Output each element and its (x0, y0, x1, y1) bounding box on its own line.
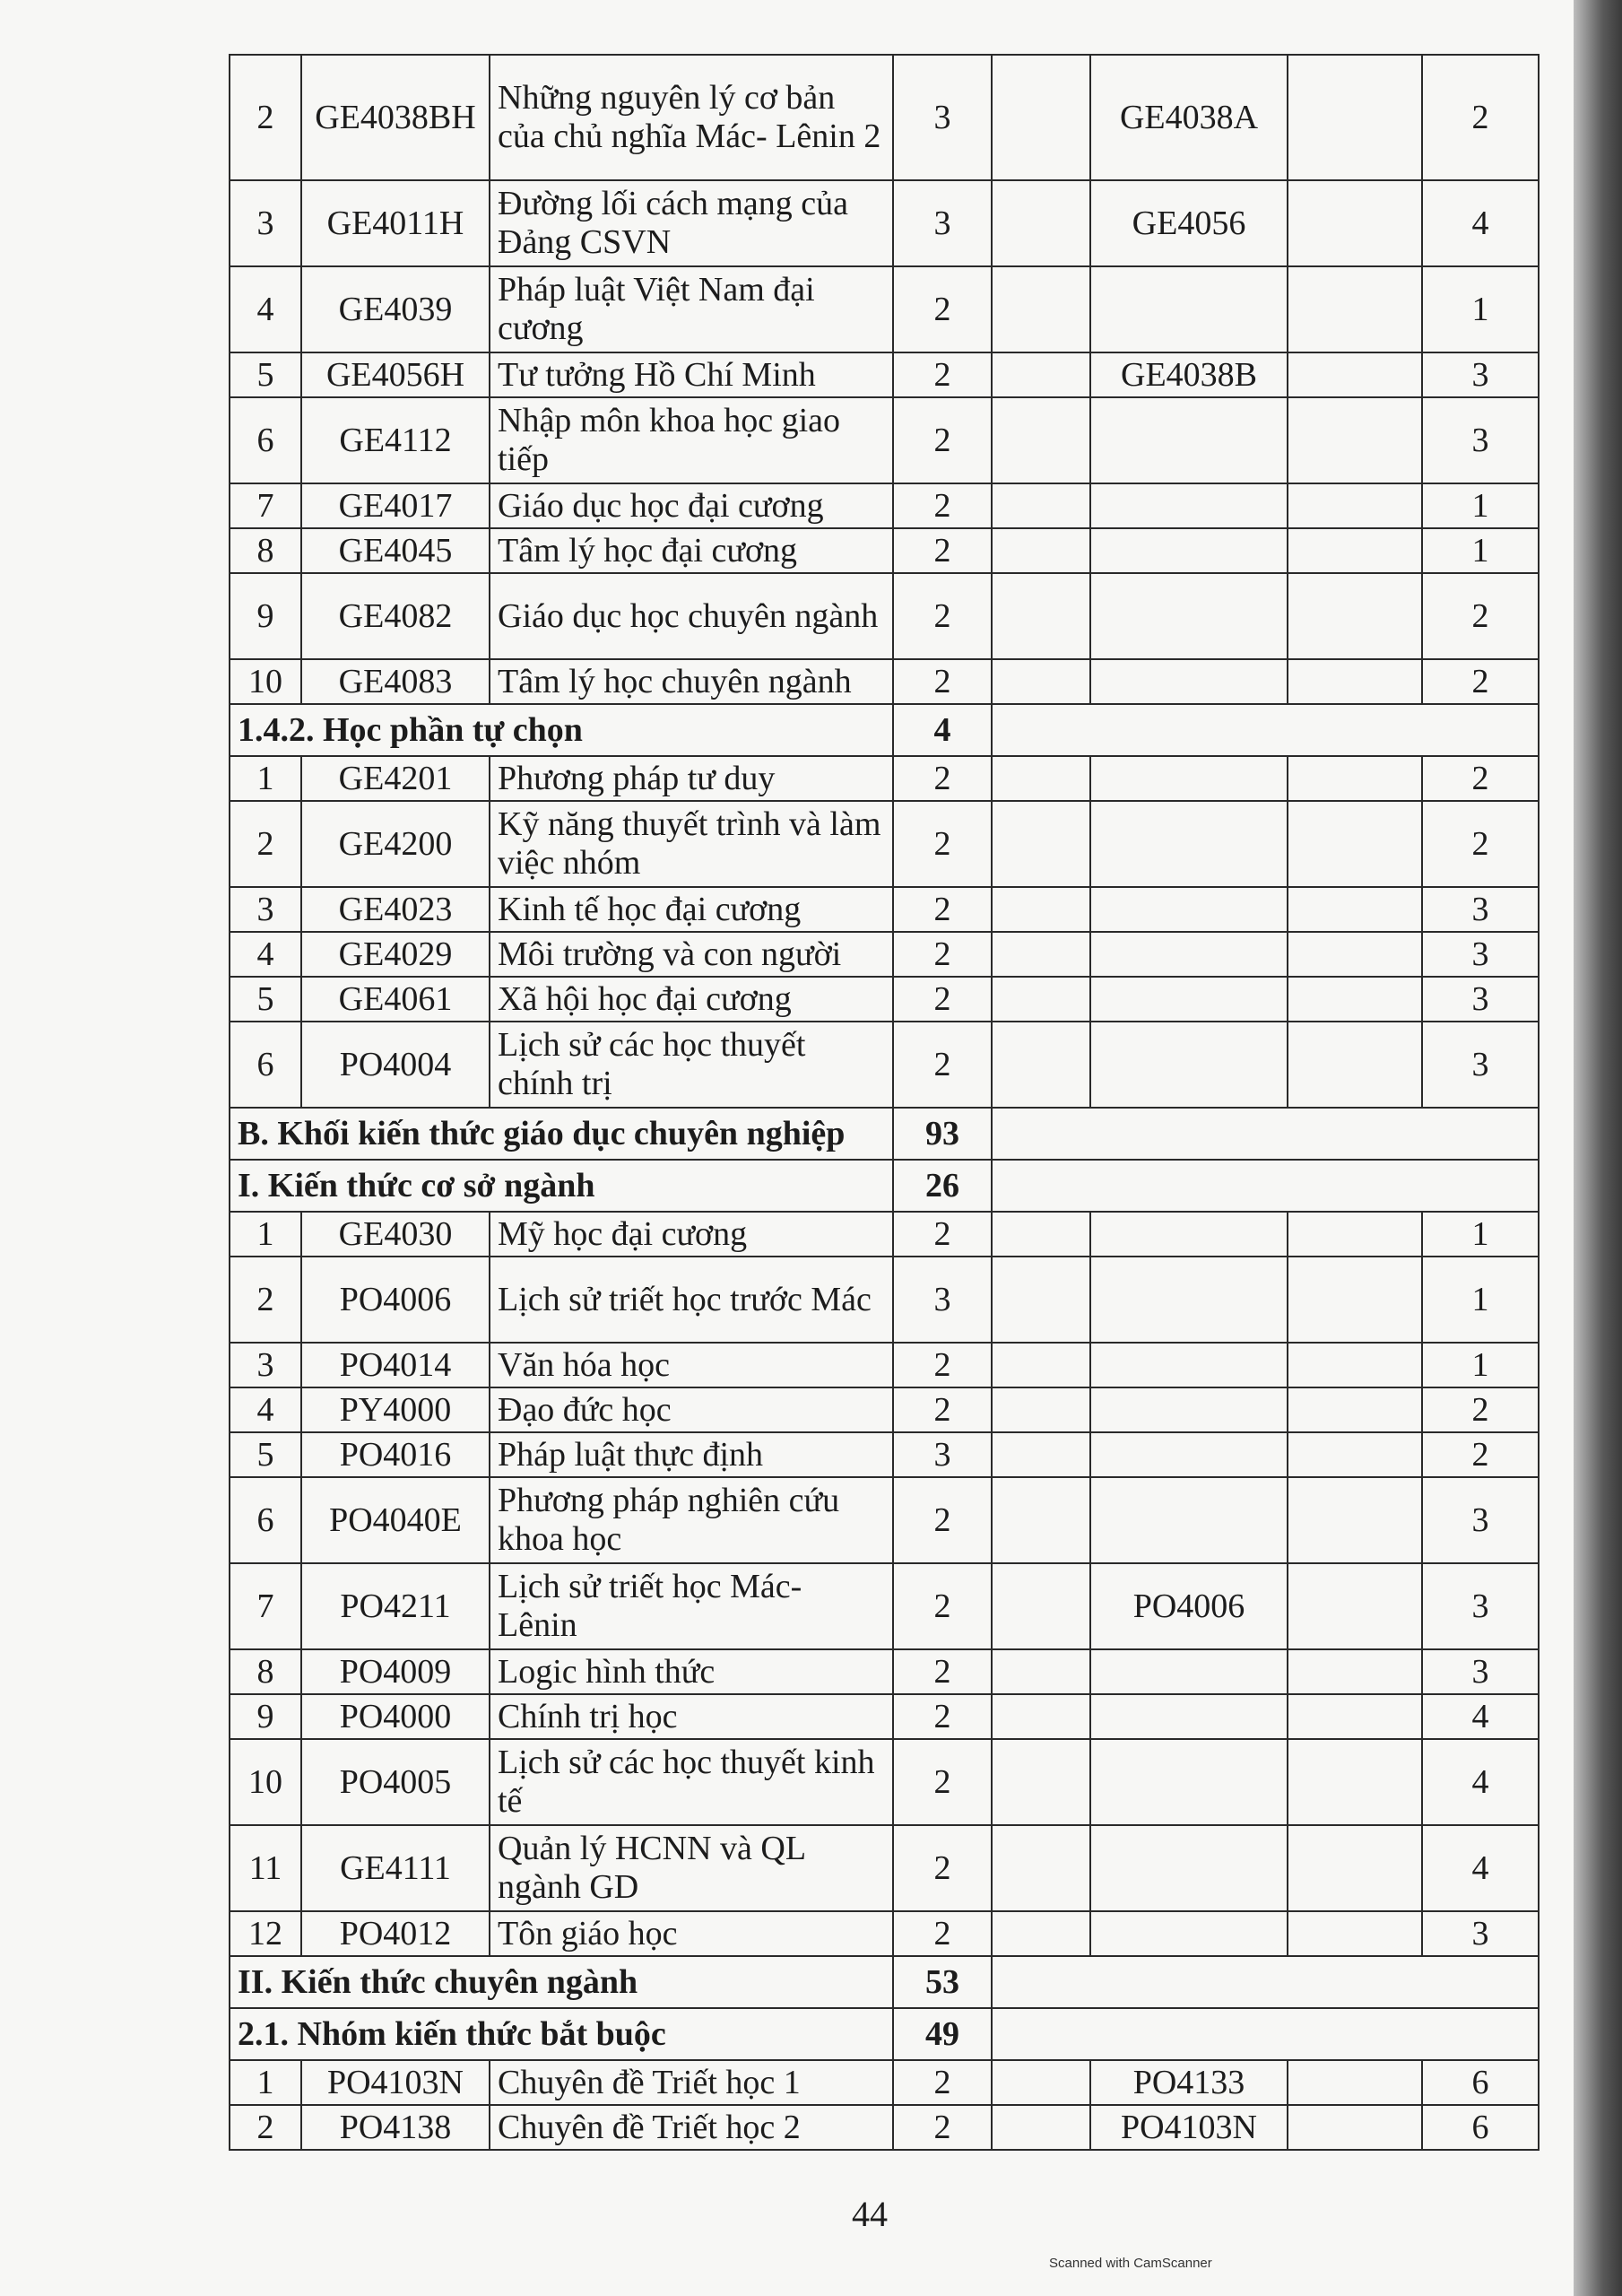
semester: 1 (1422, 1343, 1539, 1387)
course-number: 1 (230, 756, 301, 801)
course-code: GE4201 (301, 756, 490, 801)
page-number: 44 (852, 2194, 888, 2234)
course-credits: 2 (893, 1387, 992, 1432)
course-credits: 2 (893, 483, 992, 528)
table-row (230, 1387, 1539, 1432)
semester: 1 (1422, 266, 1539, 352)
empty-cell (992, 1343, 1090, 1387)
course-number: 2 (230, 801, 301, 887)
empty-cell (992, 2060, 1090, 2105)
course-name: Logic hình thức (490, 1649, 893, 1694)
section-title: 1.4.2. Học phần tự chọn (230, 704, 893, 756)
table-row (230, 1212, 1539, 1257)
table-row (230, 756, 1539, 801)
course-number: 1 (230, 1212, 301, 1257)
course-credits: 2 (893, 887, 992, 932)
prerequisite-code: PO4103N (1090, 2105, 1288, 2150)
course-credits: 3 (893, 55, 992, 180)
course-number: 4 (230, 266, 301, 352)
empty-cell (992, 1257, 1090, 1343)
course-number: 3 (230, 887, 301, 932)
table-row (230, 1911, 1539, 1956)
course-name: Tâm lý học đại cương (490, 528, 893, 573)
empty-cell (992, 2105, 1090, 2150)
course-code: PO4012 (301, 1911, 490, 1956)
course-number: 6 (230, 397, 301, 483)
course-number: 5 (230, 352, 301, 397)
section-empty-cell (992, 1160, 1539, 1212)
semester: 2 (1422, 1432, 1539, 1477)
course-number: 9 (230, 573, 301, 659)
table-row (230, 55, 1539, 180)
course-credits: 2 (893, 1343, 992, 1387)
prerequisite-code (1090, 1212, 1288, 1257)
semester: 2 (1422, 55, 1539, 180)
course-code: GE4083 (301, 659, 490, 704)
course-name: Phương pháp nghiên cứu khoa học (490, 1477, 893, 1563)
semester: 2 (1422, 659, 1539, 704)
empty-cell (992, 977, 1090, 1022)
empty-cell (992, 801, 1090, 887)
course-name: Mỹ học đại cương (490, 1212, 893, 1257)
course-code: PO4016 (301, 1432, 490, 1477)
course-name: Giáo dục học đại cương (490, 483, 893, 528)
empty-cell (1288, 1694, 1422, 1739)
course-name: Lịch sử triết học trước Mác (490, 1257, 893, 1343)
course-credits: 2 (893, 1563, 992, 1649)
course-number: 4 (230, 1387, 301, 1432)
semester: 1 (1422, 1257, 1539, 1343)
empty-cell (992, 352, 1090, 397)
course-credits: 2 (893, 1022, 992, 1108)
prerequisite-code (1090, 1694, 1288, 1739)
prerequisite-code (1090, 887, 1288, 932)
course-credits: 2 (893, 1212, 992, 1257)
course-number: 8 (230, 528, 301, 573)
course-code: GE4045 (301, 528, 490, 573)
empty-cell (1288, 352, 1422, 397)
empty-cell (992, 55, 1090, 180)
semester: 3 (1422, 1022, 1539, 1108)
curriculum-table (229, 54, 1540, 2151)
course-name: Đạo đức học (490, 1387, 893, 1432)
empty-cell (1288, 1343, 1422, 1387)
prerequisite-code (1090, 483, 1288, 528)
semester: 4 (1422, 1739, 1539, 1825)
scanner-watermark: Scanned with CamScanner (1049, 2256, 1212, 2271)
prerequisite-code (1090, 573, 1288, 659)
course-credits: 2 (893, 1739, 992, 1825)
course-credits: 2 (893, 2105, 992, 2150)
empty-cell (1288, 1563, 1422, 1649)
course-code: PO4009 (301, 1649, 490, 1694)
course-name: Văn hóa học (490, 1343, 893, 1387)
course-code: PO4000 (301, 1694, 490, 1739)
semester: 3 (1422, 1477, 1539, 1563)
course-credits: 2 (893, 528, 992, 573)
empty-cell (992, 1911, 1090, 1956)
course-credits: 3 (893, 1432, 992, 1477)
course-credits: 3 (893, 1257, 992, 1343)
course-credits: 2 (893, 352, 992, 397)
table-row (230, 1563, 1539, 1649)
course-name: Những nguyên lý cơ bản của chủ nghĩa Mác- Lênin 2 (490, 55, 893, 180)
empty-cell (1288, 659, 1422, 704)
prerequisite-code (1090, 977, 1288, 1022)
course-credits: 2 (893, 801, 992, 887)
table-row (230, 528, 1539, 573)
section-title: I. Kiến thức cơ sở ngành (230, 1160, 893, 1212)
section-title: 2.1. Nhóm kiến thức bắt buộc (230, 2008, 893, 2060)
empty-cell (1288, 1387, 1422, 1432)
empty-cell (992, 266, 1090, 352)
table-row (230, 1694, 1539, 1739)
semester: 3 (1422, 1649, 1539, 1694)
semester: 3 (1422, 352, 1539, 397)
empty-cell (1288, 932, 1422, 977)
empty-cell (992, 659, 1090, 704)
course-code: PY4000 (301, 1387, 490, 1432)
table-row (230, 2105, 1539, 2150)
course-code: GE4111 (301, 1825, 490, 1911)
course-name: Chính trị học (490, 1694, 893, 1739)
prerequisite-code (1090, 756, 1288, 801)
prerequisite-code (1090, 1257, 1288, 1343)
prerequisite-code (1090, 932, 1288, 977)
empty-cell (1288, 1432, 1422, 1477)
empty-cell (992, 1212, 1090, 1257)
course-code: GE4061 (301, 977, 490, 1022)
course-number: 5 (230, 1432, 301, 1477)
empty-cell (992, 1649, 1090, 1694)
course-name: Tư tưởng Hồ Chí Minh (490, 352, 893, 397)
prerequisite-code (1090, 1387, 1288, 1432)
course-code: GE4082 (301, 573, 490, 659)
empty-cell (1288, 55, 1422, 180)
empty-cell (1288, 801, 1422, 887)
section-empty-cell (992, 1108, 1539, 1160)
course-number: 5 (230, 977, 301, 1022)
course-name: Chuyên đề Triết học 2 (490, 2105, 893, 2150)
semester: 3 (1422, 977, 1539, 1022)
course-code: GE4038BH (301, 55, 490, 180)
course-credits: 2 (893, 1911, 992, 1956)
course-name: Nhập môn khoa học giao tiếp (490, 397, 893, 483)
section-title: B. Khối kiến thức giáo dục chuyên nghiệp (230, 1108, 893, 1160)
prerequisite-code: GE4056 (1090, 180, 1288, 266)
section-empty-cell (992, 704, 1539, 756)
prerequisite-code (1090, 1911, 1288, 1956)
empty-cell (992, 887, 1090, 932)
course-code: GE4039 (301, 266, 490, 352)
course-code: PO4103N (301, 2060, 490, 2105)
course-number: 6 (230, 1022, 301, 1108)
course-number: 7 (230, 483, 301, 528)
semester: 3 (1422, 397, 1539, 483)
empty-cell (1288, 180, 1422, 266)
course-number: 11 (230, 1825, 301, 1911)
empty-cell (1288, 1825, 1422, 1911)
semester: 1 (1422, 1212, 1539, 1257)
section-header-row (230, 704, 1539, 756)
course-code: PO4005 (301, 1739, 490, 1825)
course-code: PO4138 (301, 2105, 490, 2150)
course-name: Kinh tế học đại cương (490, 887, 893, 932)
course-name: Môi trường và con người (490, 932, 893, 977)
course-number: 8 (230, 1649, 301, 1694)
semester: 3 (1422, 1563, 1539, 1649)
empty-cell (992, 528, 1090, 573)
course-code: PO4211 (301, 1563, 490, 1649)
course-credits: 2 (893, 1477, 992, 1563)
course-credits: 2 (893, 266, 992, 352)
empty-cell (992, 483, 1090, 528)
empty-cell (992, 397, 1090, 483)
table-row (230, 887, 1539, 932)
course-number: 10 (230, 1739, 301, 1825)
section-credits: 49 (893, 2008, 992, 2060)
table-row (230, 573, 1539, 659)
course-number: 3 (230, 1343, 301, 1387)
empty-cell (992, 1477, 1090, 1563)
section-credits: 93 (893, 1108, 992, 1160)
section-title: II. Kiến thức chuyên ngành (230, 1956, 893, 2008)
empty-cell (1288, 266, 1422, 352)
empty-cell (1288, 2060, 1422, 2105)
course-credits: 2 (893, 1694, 992, 1739)
course-code: GE4017 (301, 483, 490, 528)
course-credits: 2 (893, 932, 992, 977)
course-name: Tâm lý học chuyên ngành (490, 659, 893, 704)
course-credits: 2 (893, 659, 992, 704)
course-number: 2 (230, 1257, 301, 1343)
empty-cell (1288, 528, 1422, 573)
prerequisite-code (1090, 659, 1288, 704)
table-row (230, 397, 1539, 483)
semester: 4 (1422, 1825, 1539, 1911)
course-name: Lịch sử triết học Mác- Lênin (490, 1563, 893, 1649)
course-code: GE4023 (301, 887, 490, 932)
prerequisite-code: PO4006 (1090, 1563, 1288, 1649)
semester: 2 (1422, 573, 1539, 659)
prerequisite-code (1090, 1477, 1288, 1563)
semester: 1 (1422, 483, 1539, 528)
course-name: Chuyên đề Triết học 1 (490, 2060, 893, 2105)
empty-cell (1288, 1477, 1422, 1563)
course-name: Pháp luật thực định (490, 1432, 893, 1477)
empty-cell (1288, 1212, 1422, 1257)
course-credits: 2 (893, 977, 992, 1022)
semester: 2 (1422, 756, 1539, 801)
table-row (230, 1739, 1539, 1825)
empty-cell (992, 1825, 1090, 1911)
course-number: 3 (230, 180, 301, 266)
course-credits: 2 (893, 1649, 992, 1694)
course-name: Phương pháp tư duy (490, 756, 893, 801)
prerequisite-code (1090, 1022, 1288, 1108)
section-credits: 4 (893, 704, 992, 756)
semester: 3 (1422, 887, 1539, 932)
section-header-row (230, 1108, 1539, 1160)
empty-cell (1288, 1739, 1422, 1825)
table-row (230, 2060, 1539, 2105)
course-name: Xã hội học đại cương (490, 977, 893, 1022)
section-header-row (230, 1160, 1539, 1212)
table-row (230, 1257, 1539, 1343)
table-row (230, 1022, 1539, 1108)
curriculum-table-body (230, 55, 1539, 2150)
course-code: GE4011H (301, 180, 490, 266)
empty-cell (992, 180, 1090, 266)
prerequisite-code (1090, 1432, 1288, 1477)
semester: 6 (1422, 2060, 1539, 2105)
section-empty-cell (992, 2008, 1539, 2060)
course-number: 4 (230, 932, 301, 977)
course-name: Lịch sử các học thuyết chính trị (490, 1022, 893, 1108)
section-header-row (230, 1956, 1539, 2008)
course-number: 7 (230, 1563, 301, 1649)
course-name: Tôn giáo học (490, 1911, 893, 1956)
semester: 3 (1422, 1911, 1539, 1956)
prerequisite-code: GE4038B (1090, 352, 1288, 397)
prerequisite-code (1090, 1343, 1288, 1387)
empty-cell (1288, 756, 1422, 801)
empty-cell (1288, 1911, 1422, 1956)
course-name: Kỹ năng thuyết trình và làm việc nhóm (490, 801, 893, 887)
semester: 4 (1422, 180, 1539, 266)
course-code: PO4006 (301, 1257, 490, 1343)
empty-cell (1288, 887, 1422, 932)
empty-cell (992, 932, 1090, 977)
table-row (230, 266, 1539, 352)
empty-cell (1288, 1649, 1422, 1694)
course-name: Đường lối cách mạng của Đảng CSVN (490, 180, 893, 266)
prerequisite-code (1090, 397, 1288, 483)
prerequisite-code: GE4038A (1090, 55, 1288, 180)
prerequisite-code (1090, 1739, 1288, 1825)
section-credits: 26 (893, 1160, 992, 1212)
table-row (230, 180, 1539, 266)
empty-cell (992, 1739, 1090, 1825)
course-number: 1 (230, 2060, 301, 2105)
page-edge-shadow (1574, 0, 1622, 2296)
table-row (230, 483, 1539, 528)
course-number: 6 (230, 1477, 301, 1563)
empty-cell (992, 1022, 1090, 1108)
course-credits: 2 (893, 1825, 992, 1911)
course-code: GE4056H (301, 352, 490, 397)
empty-cell (992, 756, 1090, 801)
empty-cell (1288, 1257, 1422, 1343)
table-row (230, 1825, 1539, 1911)
prerequisite-code (1090, 528, 1288, 573)
empty-cell (1288, 2105, 1422, 2150)
prerequisite-code (1090, 1825, 1288, 1911)
course-number: 2 (230, 55, 301, 180)
table-row (230, 932, 1539, 977)
empty-cell (1288, 397, 1422, 483)
semester: 6 (1422, 2105, 1539, 2150)
section-credits: 53 (893, 1956, 992, 2008)
semester: 2 (1422, 801, 1539, 887)
course-code: GE4112 (301, 397, 490, 483)
semester: 4 (1422, 1694, 1539, 1739)
empty-cell (992, 1563, 1090, 1649)
course-code: GE4029 (301, 932, 490, 977)
empty-cell (992, 1694, 1090, 1739)
course-name: Quản lý HCNN và QL ngành GD (490, 1825, 893, 1911)
course-number: 12 (230, 1911, 301, 1956)
empty-cell (1288, 1022, 1422, 1108)
section-header-row (230, 2008, 1539, 2060)
course-number: 2 (230, 2105, 301, 2150)
course-number: 9 (230, 1694, 301, 1739)
prerequisite-code (1090, 266, 1288, 352)
course-code: PO4004 (301, 1022, 490, 1108)
empty-cell (1288, 483, 1422, 528)
course-name: Giáo dục học chuyên ngành (490, 573, 893, 659)
table-row (230, 1432, 1539, 1477)
course-code: PO4014 (301, 1343, 490, 1387)
table-row (230, 1343, 1539, 1387)
course-credits: 2 (893, 756, 992, 801)
table-row (230, 801, 1539, 887)
semester: 3 (1422, 932, 1539, 977)
course-name: Pháp luật Việt Nam đại cương (490, 266, 893, 352)
course-credits: 2 (893, 573, 992, 659)
course-name: Lịch sử các học thuyết kinh tế (490, 1739, 893, 1825)
empty-cell (1288, 977, 1422, 1022)
empty-cell (1288, 573, 1422, 659)
course-number: 10 (230, 659, 301, 704)
table-row (230, 1649, 1539, 1694)
empty-cell (992, 1387, 1090, 1432)
empty-cell (992, 1432, 1090, 1477)
course-credits: 2 (893, 2060, 992, 2105)
course-code: GE4200 (301, 801, 490, 887)
prerequisite-code (1090, 1649, 1288, 1694)
course-code: PO4040E (301, 1477, 490, 1563)
table-row (230, 352, 1539, 397)
table-row (230, 659, 1539, 704)
course-credits: 3 (893, 180, 992, 266)
table-row (230, 1477, 1539, 1563)
table-row (230, 977, 1539, 1022)
prerequisite-code (1090, 801, 1288, 887)
section-empty-cell (992, 1956, 1539, 2008)
empty-cell (992, 573, 1090, 659)
semester: 1 (1422, 528, 1539, 573)
course-credits: 2 (893, 397, 992, 483)
course-code: GE4030 (301, 1212, 490, 1257)
prerequisite-code: PO4133 (1090, 2060, 1288, 2105)
semester: 2 (1422, 1387, 1539, 1432)
